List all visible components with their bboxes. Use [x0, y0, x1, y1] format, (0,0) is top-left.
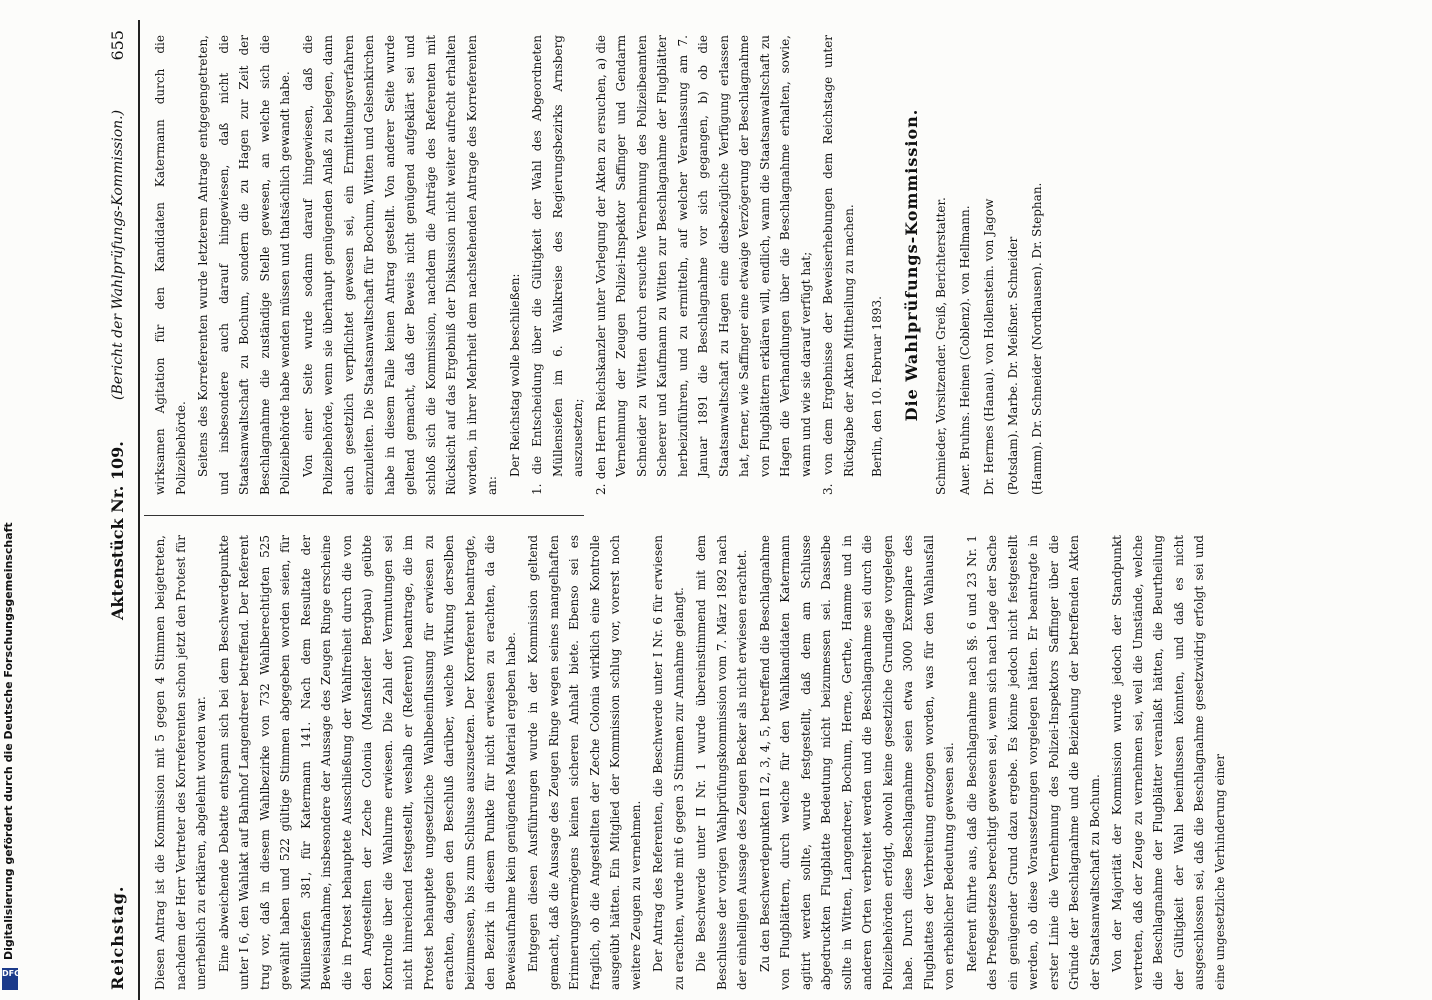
page-number: 655	[108, 30, 127, 61]
paragraph: Eine abweichende Debatte entspann sich bei dem Beschwerdepunkte unter I 6, den Wahlakt auf Bahnhof Langendreer betreffend. Der Referent trug vor, daß in diesem Wahlbezirke von 732 Wahlberechtigten 525 gewählt haben und 522 gültige Stimmen abgegeben worden seien, für Müllensiefen 381, für Katermann 141. Nach dem Resultate der Beweisaufnahme, insbesondere der Aussage des Zeugen Ringe erscheine die in Protest behauptete Ausschließung der Wahlfreiheit durch die von den Angestellten der Zeche Colonia (Mansfelder Bergbau) geübte Kontrolle über die Wahlurne erwiesen. Die Zahl der Vermutungen sei nicht hinreichend festgestellt, weshalb er (Referent) beantrage, die im Protest behauptete ungesetzliche Wahlbeeinflussung für erwiesen zu erachten, dagegen den Beschluß darüber, welche Wirkung derselben beizumessen, bis zum Schlusse auszusetzen. Der Korreferent beantragte, den Bezirk in diesem Punkte für nicht erwiesen zu erachten, da die Beweisaufnahme kein genügendes Material ergeben habe.	[216, 535, 518, 990]
paragraph: wirksamen Agitation für den Kandidaten Katermann durch die Polizeibehörde.	[153, 35, 188, 495]
signature-line: (Hamm). Dr. Schneider (Nordhausen). Dr. Stephan.	[1030, 182, 1044, 495]
left-column	[150, 535, 1232, 990]
header-center-right: (Bericht der Wahlprüfungs-Kommission.)	[110, 109, 126, 400]
paragraph: Entgegen diesen Ausführungen wurde in der Kommission geltend gemacht, daß die Aussage des Zeugen Ringe wegen seines mangelhaften Erinnerungsvermögens keinen sicheren Anhalt biete. Ebenso sei es fraglich, ob die Angestellten der Zeche Colonia wirklich eine Kontrolle ausgeübt hätten. Ein Mitglied der Kommission schlug vor, vorerst noch weitere Zeugen zu vernehmen.	[526, 535, 643, 990]
page-header	[100, 20, 140, 1000]
right-column	[150, 35, 1050, 495]
signature-line: Auer. Bruhns. Heinen (Coblenz). von Hellmann.	[958, 205, 972, 495]
resolution-item: 1. die Entscheidung über die Gültigkeit der Wahl des Abgeordneten Müllensiefen im 6. Wahlkreise des Regierungsbezirks Arnsberg auszusetzen;	[530, 35, 585, 495]
column-divider	[144, 515, 584, 516]
date-line: Berlin, den 10. Februar 1893.	[870, 296, 884, 477]
header-center: Aktenstück Nr. 109.	[108, 441, 127, 620]
resolution-item: 3. von dem Ergebnisse der Beweiserhebungen dem Reichstage unter Rückgabe der Akten Mittheilung zu machen.	[821, 35, 856, 495]
paragraph: Referent führte aus, daß die Beschlagnahme nach §§. 6 und 23 Nr. 1 des Preßgesetzes berechtigt gewesen sei, wenn sich nach Lage der Sache ein genügender Grund dazu ergebe. Es könne jedoch nicht festgestellt werden, ob diese Voraussetzungen vorgelegen hätten. Er beantragte in erster Linie die Vernehmung des Polizei-Inspektors Saffinger über die Gründe der Beschlagnahme und die Beiziehung der betreffenden Akten der Staatsanwaltschaft zu Bochum.	[964, 535, 1102, 990]
digitization-credit	[0, 0, 22, 1000]
paragraph: Diesen Antrag ist die Kommission mit 5 gegen 4 Stimmen beigetreten, nachdem der Herr Vertreter des Korreferenten schon jetzt den Protest für unerheblich zu erklären, abgelehnt worden war.	[153, 535, 208, 990]
commission-title: Die Wahlprüfungs-Kommission.	[901, 108, 921, 422]
paragraph: Zu den Beschwerdepunkten II 2, 3, 4, 5, betreffend die Beschlagnahme von Flugblättern, durch welche für den Wahlkandidaten Katermann agitirt werden sollte, wurde festgestellt, daß dem am Schlusse abgedruckten Flugblatte Bedeutung nicht beizumessen sei. Dasselbe sollte in Witten, Langendreer, Bochum, Herne, Gerthe, Hamme und in anderen Orten verbreitet werden und die Beschlagnahme sei durch die Polizeibehörden erfolgt, obwohl keine gesetzliche Grundlage vorgelegen habe. Durch diese Beschlagnahme seien etwa 3000 Exemplare des Flugblattes der Verbreitung entzogen worden, was für den Wahlausfall von erheblicher Bedeutung gewesen sei.	[757, 535, 956, 990]
signature-line: (Potsdam). Marbe. Dr. Meißner. Schneider	[1006, 236, 1020, 495]
paragraph: Von der Majorität der Kommission wurde jedoch der Standpunkt vertreten, daß der Zeuge zu vernehmen sei, weil die Umstände, welche die Beschlagnahme der Flugblätter veranlaßt hätten, die Beurtheilung der Gültigkeit der Wahl beeinflussen könnten, und daß es nicht ausgeschlossen sei, daß die Beschlagnahme gesetzwidrig erfolgt sei und eine ungesetzliche Verhinderung einer	[1110, 535, 1227, 990]
signature-line: Dr. Hermes (Hanau). von Hollenstein. von Jagow	[982, 198, 996, 495]
resolution-item: 2. den Herrn Reichskanzler unter Vorlegung der Akten zu ersuchen, a) die Vernehmung der Zeugen Polizei-Inspektor Saffinger und Gendarm Schneider zu Witten durch ersuchte Vernehmung des Polizeibeamten Scheerer und Kaufmann zu Witten zur Beschlagnahme der Flugblätter herbeizuführen, und zu ermitteln, auf welcher Veranlassung am 7. Januar 1891 die Beschlagnahme vor sich gegangen, b) ob die Staatsanwaltschaft zu Hagen eine diesbezügliche Verfügung erlassen hat, ferner, wie Saffinger eine etwaige Verzögerung der Beschlagnahme von Flugblättern erklären will, endlich, wann die Staatsanwaltschaft zu Hagen die Verhandlungen über die Beschlagnahme erhalten, sowie, wann und wie sie darauf verfügt hat;	[593, 35, 813, 495]
header-left: Reichstag.	[108, 885, 127, 990]
signature-line: Schmieder, Vorsitzender. Greiß, Berichterstatter.	[934, 197, 948, 495]
paragraph: Seitens des Korreferenten wurde letzterem Antrage entgegengetreten, und insbesondere auch darauf hingewiesen, daß nicht die Staatsanwaltschaft zu Bochum, sondern die zu Hagen zur Zeit der Beschlagnahme die zuständige Stelle gewesen, an welche sich die Polizeibehörde habe wenden müssen und thatsächlich gewandt habe.	[196, 35, 292, 495]
paragraph: Die Beschwerde unter II Nr. 1 wurde übereinstimmend mit dem Beschlusse der vorigen Wahlprüfungskommission vom 7. März 1892 nach der einhelligen Aussage des Zeugen Becker als nicht erwiesen erachtet.	[694, 535, 749, 990]
paragraph: Von einer Seite wurde sodann darauf hingewiesen, daß die Polizeibehörde, wenn sie überhaupt genügenden Anlaß zu belegen, dann auch gesetzlich verpflichtet gewesen sei, ein Ermittelungsverfahren einzuleiten. Die Staatsanwaltschaft für Bochum, Witten und Gelsenkirchen habe in diesem Falle keinen Antrag gestellt. Von anderer Seite wurde geltend gemacht, daß der Beweis nicht genügend aufgeklärt sei und schloß sich die Kommission, nachdem die Anträge des Referenten mit Rücksicht auf das Ergebniß der Diskussion nicht weiter aufrecht erhalten worden, in ihrer Mehrheit dem nachstehenden Antrage des Korreferenten an:	[300, 35, 499, 495]
paragraph: Der Antrag des Referenten, die Beschwerde unter I Nr. 6 für erwiesen zu erachten, wurde mit 6 gegen 3 Stimmen zur Annahme gelangt.	[651, 535, 686, 990]
paragraph: Der Reichstag wolle beschließen:	[507, 273, 522, 477]
rotated-document-page	[100, 20, 1380, 1000]
credit-text: Digitalisierung gefördert durch die Deutsche Forschungsgemeinschaft	[2, 522, 15, 960]
dfg-logo-icon: DFG	[2, 968, 18, 990]
